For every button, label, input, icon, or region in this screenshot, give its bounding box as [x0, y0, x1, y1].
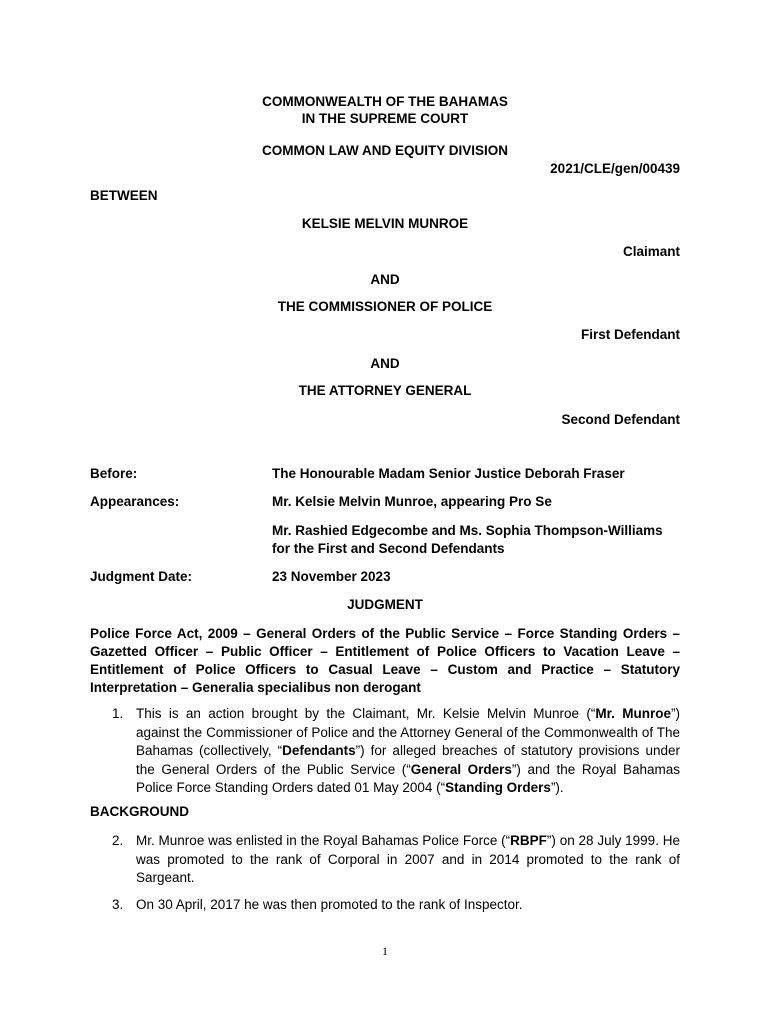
text-run: ”) on 28 July 1999. He was promoted to the rank of Corporal in 2007 and in 2014 promoted to the rank of Sargeant.	[136, 833, 681, 885]
defined-term: General Orders	[410, 761, 512, 777]
court-name: IN THE SUPREME COURT	[301, 111, 469, 126]
first-defendant-name: THE COMMISSIONER OF POLICE	[277, 299, 493, 314]
paragraph-number: 2.	[112, 833, 124, 848]
claimant-role: Claimant	[622, 244, 680, 259]
case-number: 2021/CLE/gen/00439	[550, 161, 680, 176]
judgment-date-label: Judgment Date:	[90, 569, 193, 584]
court-division: COMMON LAW AND EQUITY DIVISION	[261, 143, 508, 158]
defined-term: Defendants	[282, 743, 356, 758]
claimant-name: KELSIE MELVIN MUNROE	[301, 216, 469, 231]
first-defendant-role: First Defendant	[580, 327, 680, 342]
defined-term: RBPF	[510, 833, 547, 848]
appearance-defendants-line2: for the First and Second Defendants	[272, 541, 505, 556]
and-separator-1: AND	[370, 272, 400, 287]
paragraph-text: On 30 April, 2017 he was then promoted to the rank of Inspector.	[136, 897, 523, 912]
between-label: BETWEEN	[90, 188, 158, 203]
second-defendant-name: THE ATTORNEY GENERAL	[298, 383, 472, 398]
text-run: ”) for alleged breaches of statutory provisions under the General Orders of the Public Service (“	[136, 743, 680, 777]
text-run: This is an action brought by the Claimant, Mr. Kelsie Melvin Munroe (“	[136, 706, 596, 721]
paragraph-number: 3.	[112, 897, 124, 912]
second-defendant-role: Second Defendant	[561, 412, 680, 427]
text-run: ”).	[550, 780, 564, 795]
and-separator-2: AND	[370, 356, 400, 371]
paragraph-text	[136, 832, 680, 888]
before-label: Before:	[90, 466, 138, 481]
appearance-claimant: Mr. Kelsie Melvin Munroe, appearing Pro Se	[272, 494, 552, 509]
court-jurisdiction: COMMONWEALTH OF THE BAHAMAS	[262, 94, 508, 109]
catchwords: Police Force Act, 2009 – General Orders of the Public Service – Force Standing Orders – Gazetted Officer – Public Officer – Entitlement of Police Officers to Vacation Leave – Entitlement of Police Officers to Casual Leave – Custom and Practice – Statutory Interpretation – Generalia specialibus non derogant	[90, 626, 680, 695]
judgment-heading: JUDGMENT	[347, 597, 423, 612]
text-run: Mr. Munroe was enlisted in the Royal Bahamas Police Force (“	[136, 833, 511, 848]
judgment-date-value: 23 November 2023	[272, 569, 391, 584]
paragraph-text	[136, 705, 680, 798]
background-heading: BACKGROUND	[90, 804, 189, 819]
appearance-defendants-line1: Mr. Rashied Edgecombe and Ms. Sophia Thompson-Williams	[272, 523, 663, 538]
defined-term: Standing Orders	[445, 780, 551, 795]
text-run: ”) and the Royal Bahamas Police Force Standing Orders dated 01 May 2004 (“	[136, 761, 680, 795]
appearances-label: Appearances:	[90, 494, 180, 509]
defined-term: Mr. Munroe	[595, 706, 671, 721]
page-number: 1	[382, 944, 388, 958]
text-run: ”) against the Commissioner of Police and the Attorney General of the Commonwealth of The Bahamas (collectively, “	[136, 706, 680, 758]
paragraph-number: 1.	[112, 706, 124, 721]
before-value: The Honourable Madam Senior Justice Deborah Fraser	[272, 466, 625, 481]
